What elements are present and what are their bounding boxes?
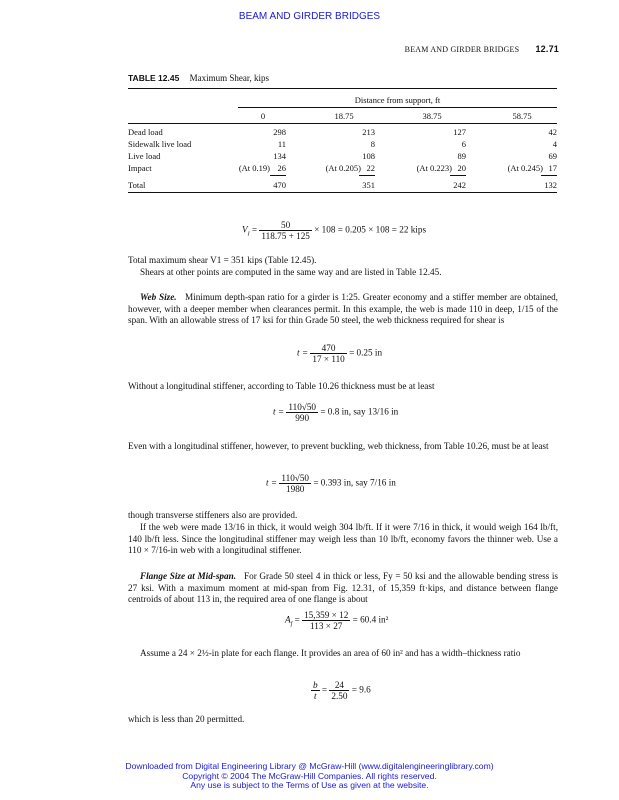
equation-shear: $V_I$ = $\frac{50}{118.75 + 125}$ × 108 = 0.205 × 108 = 22 kips — [242, 220, 427, 241]
table-cell: 17 — [548, 163, 557, 173]
table-cell-total: 351 — [362, 180, 375, 190]
row-label: Dead load — [128, 127, 163, 137]
flange-size-section — [128, 571, 558, 606]
table-cell: 42 — [548, 127, 557, 137]
table-caption — [128, 73, 269, 83]
paragraph: Shears at other points are computed in the same way and are listed in Table 12.45. — [140, 267, 442, 277]
section-text: Minimum depth-span ratio for a girder is 1:25. Greater economy and a stiffer member are obtained, however, with a deeper member when clearances permit. In this example, the web is made 110 in deep, 1/15 of the span. With an allowable stress of 17 ksi for thin Grade 50 steel, the web thickness required for shear is — [128, 292, 558, 326]
table-cell: 298 — [273, 127, 286, 137]
running-head-title: BEAM AND GIRDER BRIDGES — [404, 45, 520, 54]
section-heading: Web Size. — [140, 292, 177, 302]
table-cell-total: 470 — [273, 180, 286, 190]
running-head — [405, 44, 559, 54]
chapter-banner: BEAM AND GIRDER BRIDGES — [238, 11, 381, 22]
sum-rule — [541, 175, 557, 176]
section-heading: Flange Size at Mid-span. — [140, 571, 237, 581]
table-cell: 108 — [362, 151, 375, 161]
table-cell: 8 — [370, 139, 375, 149]
paragraph: which is less than 20 permitted. — [128, 714, 245, 724]
table-cell: 69 — [548, 151, 557, 161]
sum-rule — [450, 175, 466, 176]
paragraph: Without a longitudinal stiffener, according to Table 10.26 thickness must be at least — [128, 381, 435, 391]
table-title: Maximum Shear, kips — [189, 73, 269, 83]
table-cell: 11 — [277, 139, 286, 149]
table-cell-total: 132 — [544, 180, 557, 190]
table-cell: 20 — [457, 163, 466, 173]
fraction: $\frac{b}{t}$ — [313, 680, 318, 701]
equation-web-stiffened: t = $\frac{110√50}{1980}$ = 0.393 in, say 7/16 in — [266, 473, 396, 494]
footer-copyright: Copyright © 2004 The McGraw-Hill Companies. All rights reserved. — [182, 770, 437, 781]
table-cell: 4 — [552, 139, 557, 149]
fraction: $\frac{24}{2.50}$ — [331, 680, 348, 701]
equation-flange-area: $A_f$ = $\frac{15,359 \times 12}{113 \times 27}$ = 60.4 in² — [285, 610, 389, 631]
group-header-rule — [238, 107, 557, 108]
table-cell: 127 — [453, 127, 466, 137]
table-cell-total: 242 — [453, 180, 466, 190]
row-label: Live load — [128, 151, 161, 161]
table-cell: 26 — [277, 163, 286, 173]
paragraph: Even with a longitudinal stiffener, however, to prevent buckling, web thickness, from Table 10.26, must be at least — [128, 441, 549, 451]
table-bottom-rule — [128, 192, 557, 193]
table-label: TABLE 12.45 — [128, 73, 180, 83]
equation-web-min: t = $\frac{110√50}{990}$ = 0.8 in, say 13/16 in — [273, 402, 399, 423]
table-cell: 213 — [362, 127, 375, 137]
equation-width-thickness: $\frac{b}{t}$ = $\frac{24}{2.50}$ = 9.6 — [313, 680, 371, 701]
row-label: Impact — [128, 163, 152, 173]
fraction: $\frac{470}{17 \times 110}$ — [312, 343, 345, 364]
paragraph: Total maximum shear V1 = 351 kips (Table 12.45). — [128, 255, 317, 265]
table-cell: 22 — [366, 163, 375, 173]
fraction: $\frac{15,359 \times 12}{113 \times 27}$ — [304, 610, 349, 631]
fraction: $\frac{110√50}{990}$ — [288, 402, 317, 423]
table-cell: 134 — [273, 151, 286, 161]
impact-note: (At 0.19) — [238, 163, 270, 173]
table-cell: 6 — [461, 139, 466, 149]
footer-link[interactable]: Downloaded from Digital Engineering Library @ McGraw-Hill (www.digitalengineeringlibrary.com) — [125, 761, 494, 771]
sum-rule — [359, 175, 375, 176]
web-size-section — [128, 292, 558, 327]
impact-note: (At 0.205) — [325, 163, 361, 173]
footer-terms[interactable]: Any use is subject to the Terms of Use as given at the website. — [190, 780, 429, 791]
fraction: $\frac{110√50}{1980}$ — [281, 473, 310, 494]
row-label: Sidewalk live load — [128, 139, 192, 149]
paragraph: If the web were made 13/16 in thick, it would weigh 304 lb/ft. If it were 7/16 in thick, it would weigh 164 lb/ft, 140 lb/ft less. Since the longitudinal stiffener may weigh less than 10 lb/ft, economy favors the thinner web. Use a 110 × 7/16-in web with a longitudinal stiffener. — [128, 522, 558, 556]
paragraph: Assume a 24 × 2½-in plate for each flange. It provides an area of 60 in² and has a width–thickness ratio — [140, 648, 521, 658]
paragraph: though transverse stiffeners also are provided. — [128, 510, 298, 520]
equation-web-thickness: t = $\frac{470}{17 \times 110}$ = 0.25 in — [297, 343, 383, 364]
group-header: Distance from support, ft — [354, 95, 441, 105]
impact-note: (At 0.245) — [507, 163, 543, 173]
table-top-rule — [128, 88, 557, 89]
footer — [0, 762, 619, 791]
col-header: 58.75 — [512, 111, 532, 121]
col-header: 38.75 — [422, 111, 442, 121]
table-cell: 89 — [457, 151, 466, 161]
column-header-rule — [128, 123, 557, 124]
section-text: For Grade 50 steel 4 in thick or less, Fy = 50 ksi and the allowable bending stress is 27 ksi. With a maximum moment at mid-span from Fig. 12.31, of 15,359 ft·kips, and distance between flange centroids of about 113 in, the required area of one flange is about — [128, 571, 559, 605]
row-label: Total — [128, 180, 146, 190]
col-header: 18.75 — [334, 111, 354, 121]
page-number: 12.71 — [535, 44, 559, 54]
sum-rule — [270, 175, 286, 176]
fraction: $\frac{50}{118.75 + 125}$ — [261, 220, 310, 241]
impact-note: (At 0.223) — [416, 163, 452, 173]
col-header: 0 — [260, 111, 266, 121]
